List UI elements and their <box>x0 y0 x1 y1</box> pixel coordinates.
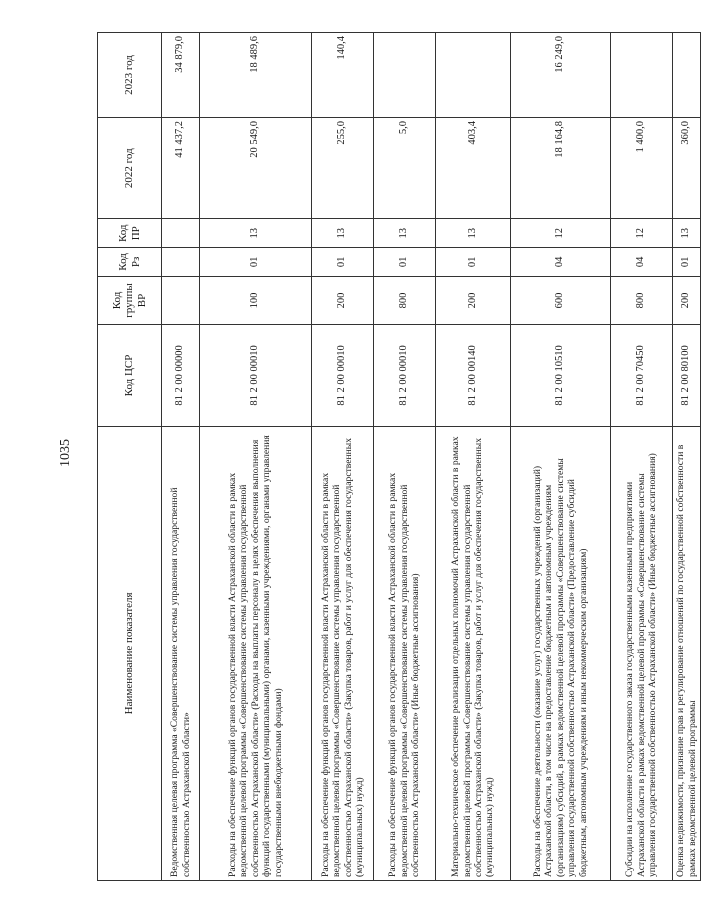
cell-vr: 800 <box>374 276 436 325</box>
table-row <box>673 33 701 881</box>
cell-2022: 20 549,0 <box>200 117 312 218</box>
cell-name: Оценка недвижимости, признание прав и регулирование отношений по государственной собственности в рамках ведомственной целевой программы <box>673 426 701 880</box>
cell-rz: 01 <box>374 248 436 277</box>
header-vr: Код группы ВР <box>98 276 162 325</box>
cell-2023: 34 879,0 <box>162 33 200 118</box>
cell-pr <box>162 219 200 248</box>
cell-2022: 360,0 <box>673 117 701 218</box>
cell-name: Расходы на обеспечение функций органов государственной власти Астраханской области в рамках ведомственной целевой программы «Совершенствование системы управления государственной собственностью Астраханской области» (Закупка товаров, работ и услуг для обеспечения государственных (муниципальных) нужд) <box>312 426 374 880</box>
cell-name: Субсидии на исполнение государственного заказа государственными казенными предприятиями Астраханской области в рамках ведомственной целевой программы «Совершенствование системы управления государственной собственностью Астраханской области» (Иные бюджетные ассигнования) <box>611 426 673 880</box>
cell-csr: 81 2 00 00010 <box>374 325 436 426</box>
table-row <box>200 33 312 881</box>
cell-csr: 81 2 00 00000 <box>162 325 200 426</box>
table-row <box>511 33 611 881</box>
header-name: Наименование показателя <box>98 426 162 880</box>
cell-csr: 81 2 00 00010 <box>200 325 312 426</box>
header-pr: Код ПР <box>98 219 162 248</box>
header-row <box>98 33 162 881</box>
table-row <box>611 33 673 881</box>
cell-2023 <box>436 33 511 118</box>
cell-2022: 1 400,0 <box>611 117 673 218</box>
cell-name: Расходы на обеспечение деятельности (оказание услуг) государственных учреждений (организаций) Астраханской области, в том числе на предоставление бюджетным и автономным учреждениям (организациям) субсидий, в рамках ведомственной целевой программы «Совершенствование системы управления государственной собственностью Астраханской области» (Предоставление субсидий бюджетным, автономным учреждениям и иным некоммерческим организациям) <box>511 426 611 880</box>
table-row <box>374 33 436 881</box>
cell-2023: 18 489,6 <box>200 33 312 118</box>
cell-csr: 81 2 00 70450 <box>611 325 673 426</box>
cell-csr: 81 2 00 80100 <box>673 325 701 426</box>
cell-rz: 04 <box>611 248 673 277</box>
header-rz: Код Рз <box>98 248 162 277</box>
cell-pr: 13 <box>200 219 312 248</box>
budget-table <box>97 32 701 881</box>
cell-name: Ведомственная целевая программа «Совершенствование системы управления государственной собственностью Астраханской области» <box>162 426 200 880</box>
cell-pr: 13 <box>312 219 374 248</box>
cell-name: Расходы на обеспечение функций органов государственной власти Астраханской области в рамках ведомственной целевой программы «Совершенствование системы управления государственной собственностью Астраханской области» (Иные бюджетные ассигнования) <box>374 426 436 880</box>
cell-pr: 12 <box>511 219 611 248</box>
table-row <box>312 33 374 881</box>
cell-2023: 16 249,0 <box>511 33 611 118</box>
table-row <box>436 33 511 881</box>
cell-pr: 12 <box>611 219 673 248</box>
cell-vr: 200 <box>673 276 701 325</box>
cell-vr: 100 <box>200 276 312 325</box>
header-csr: Код ЦСР <box>98 325 162 426</box>
cell-2023: 140,4 <box>312 33 374 118</box>
cell-name: Материально-техническое обеспечение реализации отдельных полномочий Астраханской области в рамках ведомственной целевой программы «Совершенствование системы управления государственной собственностью Астраханской области» (Закупка товаров, работ и услуг для обеспечения государственных (муниципальных) нужд) <box>436 426 511 880</box>
cell-rz: 01 <box>436 248 511 277</box>
page-number: 1035 <box>58 439 73 467</box>
cell-rz: 01 <box>312 248 374 277</box>
cell-2023 <box>374 33 436 118</box>
cell-rz <box>162 248 200 277</box>
cell-2022: 18 164,8 <box>511 117 611 218</box>
cell-rz: 01 <box>673 248 701 277</box>
cell-2023 <box>611 33 673 118</box>
cell-pr: 13 <box>436 219 511 248</box>
table-row <box>162 33 200 881</box>
cell-vr: 800 <box>611 276 673 325</box>
cell-pr: 13 <box>673 219 701 248</box>
cell-2022: 403,4 <box>436 117 511 218</box>
cell-pr: 13 <box>374 219 436 248</box>
header-2022: 2022 год <box>98 117 162 218</box>
cell-rz: 04 <box>511 248 611 277</box>
cell-2022: 5,0 <box>374 117 436 218</box>
cell-name: Расходы на обеспечение функций органов государственной власти Астраханской области в рамках ведомственной целевой программы «Совершенствование системы управления государственной собственностью Астраханской области» (Расходы на выплаты персоналу в целях обеспечения выполнения функций государственными (муниципальными) органами, казенными учреждениями, органами управления государственными внебюджетными фондами) <box>200 426 312 880</box>
cell-2023 <box>673 33 701 118</box>
cell-vr: 200 <box>312 276 374 325</box>
cell-csr: 81 2 00 00010 <box>312 325 374 426</box>
cell-rz: 01 <box>200 248 312 277</box>
cell-2022: 255,0 <box>312 117 374 218</box>
cell-vr: 600 <box>511 276 611 325</box>
cell-2022: 41 437,2 <box>162 117 200 218</box>
cell-vr <box>162 276 200 325</box>
cell-csr: 81 2 00 00140 <box>436 325 511 426</box>
cell-vr: 200 <box>436 276 511 325</box>
header-2023: 2023 год <box>98 33 162 118</box>
cell-csr: 81 2 00 10510 <box>511 325 611 426</box>
table-viewport <box>97 32 698 881</box>
